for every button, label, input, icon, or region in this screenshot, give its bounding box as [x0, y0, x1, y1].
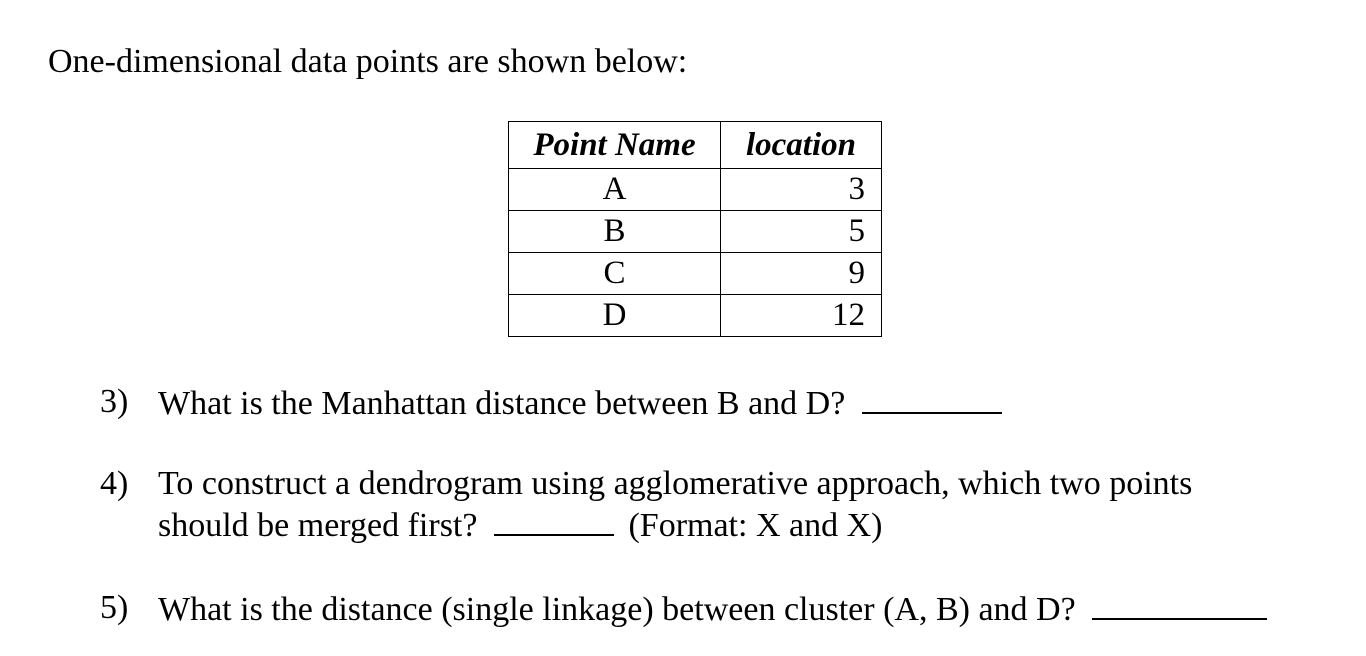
question-text-line2-after: (Format: X and X)	[628, 507, 883, 544]
table-row	[509, 169, 882, 211]
question-text: What is the Manhattan distance between B and D?	[158, 385, 846, 422]
table-row	[509, 253, 882, 295]
point-name-cell: A	[509, 169, 721, 211]
location-cell: 9	[721, 253, 882, 295]
intro-text: One-dimensional data points are shown below:	[48, 43, 688, 80]
header-point-name: Point Name	[509, 122, 721, 169]
table-header-row	[509, 122, 882, 169]
point-name-cell: C	[509, 253, 721, 295]
question-text: What is the distance (single linkage) between cluster (A, B) and D?	[158, 591, 1076, 628]
point-name-cell: D	[509, 295, 721, 337]
question-number: 5)	[100, 589, 129, 626]
question-text-line1: To construct a dendrogram using agglomerative approach, which two points	[158, 465, 1193, 502]
question-body	[158, 382, 1002, 424]
location-cell: 5	[721, 211, 882, 253]
question-text-line2-before: should be merged first?	[158, 507, 478, 544]
question-body	[158, 588, 1267, 630]
header-location: location	[721, 122, 882, 169]
question-body	[158, 464, 1192, 546]
data-points-table	[508, 121, 882, 337]
point-name-cell: B	[509, 211, 721, 253]
answer-blank[interactable]	[1092, 588, 1267, 620]
table-row	[509, 211, 882, 253]
location-cell: 12	[721, 295, 882, 337]
location-cell: 3	[721, 169, 882, 211]
answer-blank[interactable]	[494, 504, 614, 536]
question-number: 4)	[100, 465, 129, 502]
question-number: 3)	[100, 383, 129, 420]
answer-blank[interactable]	[862, 382, 1002, 414]
table-row	[509, 295, 882, 337]
